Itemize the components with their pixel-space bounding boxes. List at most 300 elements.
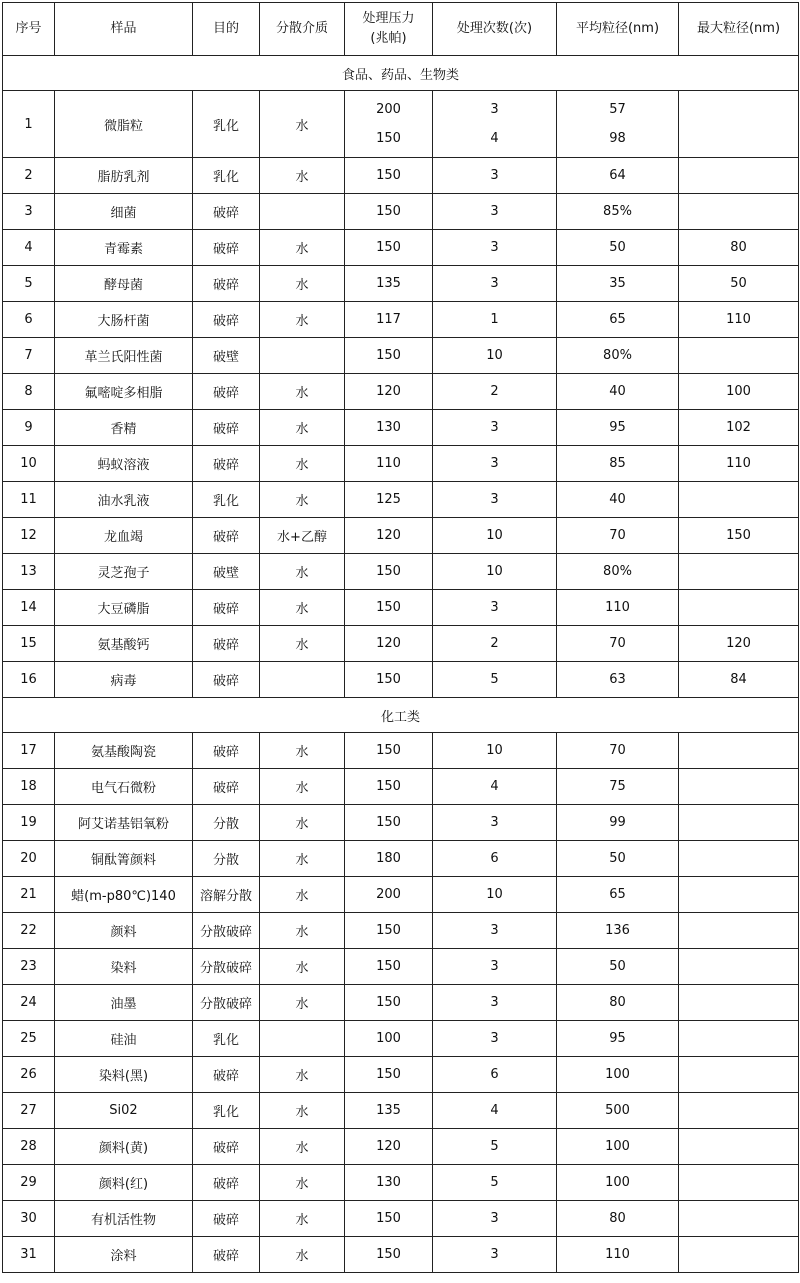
header-sample: 样品 (55, 3, 193, 56)
cell-pressure: 120 (345, 1129, 433, 1165)
cell-max-size: 150 (679, 518, 799, 554)
cell-sample: 革兰氏阳性菌 (55, 338, 193, 374)
cell-purpose: 破碎 (193, 733, 260, 769)
cell-max-size (679, 1129, 799, 1165)
cell-index: 7 (3, 338, 55, 374)
cell-avg-size: 50 (557, 841, 679, 877)
header-pressure (345, 3, 433, 56)
table-row (3, 410, 799, 446)
cell-index: 9 (3, 410, 55, 446)
table-row (3, 985, 799, 1021)
cell-passes: 3 (433, 410, 557, 446)
cell-sample: 龙血竭 (55, 518, 193, 554)
cell-passes: 3 (433, 266, 557, 302)
cell-pressure: 130 (345, 1165, 433, 1201)
cell-max-size (679, 805, 799, 841)
cell-purpose: 破碎 (193, 1237, 260, 1273)
cell-purpose: 破碎 (193, 374, 260, 410)
table-row (3, 949, 799, 985)
cell-passes: 5 (433, 1129, 557, 1165)
cell-max-size (679, 554, 799, 590)
header-pressure-line1: 处理压力 (362, 11, 415, 26)
cell-index: 3 (3, 194, 55, 230)
cell-purpose: 破碎 (193, 662, 260, 698)
cell-passes: 10 (433, 877, 557, 913)
cell-purpose: 破碎 (193, 1201, 260, 1237)
cell-max-size (679, 91, 799, 158)
header-medium: 分散介质 (260, 3, 345, 56)
cell-passes: 1 (433, 302, 557, 338)
cell-index: 20 (3, 841, 55, 877)
cell-max-size: 110 (679, 302, 799, 338)
cell-purpose: 破碎 (193, 769, 260, 805)
table-row (3, 1021, 799, 1057)
table-row (3, 590, 799, 626)
cell-avg-size: 95 (557, 1021, 679, 1057)
cell-pressure: 150 (345, 769, 433, 805)
cell-index: 17 (3, 733, 55, 769)
cell-avg-size: 63 (557, 662, 679, 698)
cell-avg-size: 50 (557, 230, 679, 266)
table-row (3, 374, 799, 410)
cell-max-size (679, 482, 799, 518)
cell-passes: 3 (433, 1021, 557, 1057)
cell-purpose: 乳化 (193, 482, 260, 518)
cell-medium: 水 (260, 410, 345, 446)
cell-avg-size: 110 (557, 590, 679, 626)
table-row (3, 841, 799, 877)
cell-index: 29 (3, 1165, 55, 1201)
table-row (3, 769, 799, 805)
cell-index: 22 (3, 913, 55, 949)
cell-pressure: 150 (345, 194, 433, 230)
cell-index: 19 (3, 805, 55, 841)
particle-size-table (2, 2, 799, 1273)
cell-pressure-line: 150 (376, 131, 401, 146)
cell-passes: 10 (433, 338, 557, 374)
cell-max-size (679, 769, 799, 805)
table-row (3, 1201, 799, 1237)
cell-medium: 水 (260, 626, 345, 662)
table-row (3, 662, 799, 698)
cell-purpose: 破碎 (193, 410, 260, 446)
cell-max-size (679, 194, 799, 230)
cell-index: 26 (3, 1057, 55, 1093)
cell-index: 14 (3, 590, 55, 626)
cell-avg-size: 70 (557, 518, 679, 554)
cell-pressure: 110 (345, 446, 433, 482)
cell-pressure: 120 (345, 626, 433, 662)
cell-max-size (679, 338, 799, 374)
cell-passes: 3 (433, 1237, 557, 1273)
cell-medium (260, 662, 345, 698)
cell-index: 24 (3, 985, 55, 1021)
cell-max-size: 50 (679, 266, 799, 302)
cell-sample: Si02 (55, 1093, 193, 1129)
cell-sample: 油水乳液 (55, 482, 193, 518)
cell-index: 13 (3, 554, 55, 590)
cell-passes: 4 (433, 1093, 557, 1129)
table-row (3, 482, 799, 518)
cell-medium: 水 (260, 733, 345, 769)
cell-avg-size: 100 (557, 1057, 679, 1093)
cell-avg-size: 99 (557, 805, 679, 841)
cell-index: 12 (3, 518, 55, 554)
table-row (3, 626, 799, 662)
cell-index: 16 (3, 662, 55, 698)
cell-medium: 水 (260, 877, 345, 913)
cell-pressure: 200 (345, 877, 433, 913)
cell-avg-size: 80 (557, 985, 679, 1021)
cell-sample: 脂肪乳剂 (55, 158, 193, 194)
cell-purpose: 破碎 (193, 1057, 260, 1093)
cell-max-size (679, 1093, 799, 1129)
cell-avg-size: 100 (557, 1129, 679, 1165)
cell-purpose: 破碎 (193, 518, 260, 554)
cell-passes: 5 (433, 662, 557, 698)
header-index: 序号 (3, 3, 55, 56)
table-row (3, 518, 799, 554)
cell-avg-size: 65 (557, 877, 679, 913)
cell-index: 4 (3, 230, 55, 266)
header-passes: 处理次数(次) (433, 3, 557, 56)
cell-passes: 3 (433, 446, 557, 482)
cell-avg-size-line: 57 (609, 102, 626, 117)
cell-pressure: 150 (345, 662, 433, 698)
cell-pressure: 150 (345, 338, 433, 374)
table-row (3, 1129, 799, 1165)
cell-max-size (679, 590, 799, 626)
cell-index: 2 (3, 158, 55, 194)
cell-index: 25 (3, 1021, 55, 1057)
cell-pressure: 135 (345, 1093, 433, 1129)
cell-medium: 水 (260, 1129, 345, 1165)
cell-avg-size: 85% (557, 194, 679, 230)
cell-passes: 3 (433, 482, 557, 518)
cell-avg-size: 40 (557, 374, 679, 410)
cell-index: 15 (3, 626, 55, 662)
header-purpose: 目的 (193, 3, 260, 56)
cell-avg-size-line: 98 (609, 131, 626, 146)
cell-pressure: 150 (345, 1201, 433, 1237)
cell-medium: 水 (260, 913, 345, 949)
cell-pressure: 150 (345, 230, 433, 266)
cell-sample: 染料 (55, 949, 193, 985)
cell-max-size (679, 1165, 799, 1201)
cell-medium: 水 (260, 230, 345, 266)
cell-sample: 细菌 (55, 194, 193, 230)
cell-purpose: 分散破碎 (193, 913, 260, 949)
cell-medium: 水 (260, 949, 345, 985)
cell-max-size (679, 1057, 799, 1093)
cell-sample: 酵母菌 (55, 266, 193, 302)
cell-sample: 大肠杆菌 (55, 302, 193, 338)
table-row (3, 554, 799, 590)
table-row (3, 158, 799, 194)
cell-medium (260, 1021, 345, 1057)
cell-passes: 2 (433, 626, 557, 662)
cell-sample: 硅油 (55, 1021, 193, 1057)
table-row (3, 1093, 799, 1129)
cell-sample: 病毒 (55, 662, 193, 698)
cell-sample: 氟嘧啶多相脂 (55, 374, 193, 410)
cell-passes: 3 (433, 949, 557, 985)
cell-pressure: 120 (345, 374, 433, 410)
cell-pressure: 150 (345, 913, 433, 949)
cell-medium: 水 (260, 266, 345, 302)
cell-sample: 大豆磷脂 (55, 590, 193, 626)
header-avg-size: 平均粒径(nm) (557, 3, 679, 56)
cell-purpose: 破壁 (193, 338, 260, 374)
cell-pressure: 117 (345, 302, 433, 338)
cell-passes: 3 (433, 985, 557, 1021)
cell-pressure: 150 (345, 1237, 433, 1273)
cell-avg-size: 65 (557, 302, 679, 338)
cell-passes: 10 (433, 518, 557, 554)
cell-sample: 涂料 (55, 1237, 193, 1273)
cell-avg-size: 110 (557, 1237, 679, 1273)
cell-purpose: 破碎 (193, 1129, 260, 1165)
cell-avg-size: 64 (557, 158, 679, 194)
cell-index: 30 (3, 1201, 55, 1237)
cell-sample: 氨基酸钙 (55, 626, 193, 662)
table-row (3, 1237, 799, 1273)
section-title: 食品、药品、生物类 (3, 56, 799, 91)
table-row (3, 1057, 799, 1093)
cell-pressure: 150 (345, 158, 433, 194)
cell-max-size (679, 985, 799, 1021)
cell-avg-size: 95 (557, 410, 679, 446)
cell-purpose: 破碎 (193, 266, 260, 302)
cell-avg-size: 70 (557, 733, 679, 769)
cell-passes: 2 (433, 374, 557, 410)
cell-sample: 微脂粒 (55, 91, 193, 158)
cell-passes: 3 (433, 913, 557, 949)
cell-medium (260, 194, 345, 230)
cell-avg-size: 40 (557, 482, 679, 518)
cell-medium: 水 (260, 374, 345, 410)
cell-pressure: 150 (345, 733, 433, 769)
cell-purpose: 破碎 (193, 626, 260, 662)
cell-pressure: 125 (345, 482, 433, 518)
cell-pressure: 150 (345, 949, 433, 985)
cell-medium: 水 (260, 590, 345, 626)
cell-max-size (679, 1021, 799, 1057)
cell-medium: 水 (260, 482, 345, 518)
cell-passes (433, 91, 557, 158)
cell-passes-line: 3 (490, 102, 499, 117)
cell-medium: 水 (260, 554, 345, 590)
table-row (3, 266, 799, 302)
cell-sample: 氨基酸陶瓷 (55, 733, 193, 769)
cell-sample: 蜡(m-p80℃)140 (55, 877, 193, 913)
cell-index: 6 (3, 302, 55, 338)
cell-medium: 水 (260, 1237, 345, 1273)
cell-purpose: 破壁 (193, 554, 260, 590)
cell-passes: 3 (433, 158, 557, 194)
cell-passes: 3 (433, 194, 557, 230)
cell-pressure: 150 (345, 985, 433, 1021)
cell-passes: 6 (433, 841, 557, 877)
table-row (3, 91, 799, 158)
cell-index: 21 (3, 877, 55, 913)
cell-index: 10 (3, 446, 55, 482)
header-row (3, 3, 799, 56)
table-row (3, 913, 799, 949)
cell-max-size: 84 (679, 662, 799, 698)
cell-max-size: 102 (679, 410, 799, 446)
table-row (3, 338, 799, 374)
cell-max-size: 120 (679, 626, 799, 662)
cell-passes: 10 (433, 733, 557, 769)
cell-index: 1 (3, 91, 55, 158)
cell-purpose: 破碎 (193, 230, 260, 266)
cell-avg-size: 80% (557, 554, 679, 590)
cell-avg-size: 136 (557, 913, 679, 949)
cell-avg-size: 100 (557, 1165, 679, 1201)
cell-pressure: 120 (345, 518, 433, 554)
cell-medium: 水 (260, 302, 345, 338)
cell-purpose: 乳化 (193, 91, 260, 158)
cell-max-size (679, 913, 799, 949)
cell-medium: 水 (260, 1201, 345, 1237)
cell-pressure: 135 (345, 266, 433, 302)
cell-max-size (679, 733, 799, 769)
cell-passes: 10 (433, 554, 557, 590)
cell-medium: 水 (260, 91, 345, 158)
cell-pressure-line: 200 (376, 102, 401, 117)
cell-max-size (679, 949, 799, 985)
cell-passes: 3 (433, 805, 557, 841)
cell-index: 28 (3, 1129, 55, 1165)
cell-purpose: 溶解分散 (193, 877, 260, 913)
cell-purpose: 破碎 (193, 446, 260, 482)
cell-index: 11 (3, 482, 55, 518)
cell-purpose: 乳化 (193, 158, 260, 194)
cell-medium: 水 (260, 985, 345, 1021)
cell-avg-size: 35 (557, 266, 679, 302)
cell-sample: 青霉素 (55, 230, 193, 266)
table-body (3, 3, 799, 1273)
cell-sample: 染料(黑) (55, 1057, 193, 1093)
cell-max-size (679, 877, 799, 913)
cell-passes: 3 (433, 590, 557, 626)
cell-avg-size: 85 (557, 446, 679, 482)
table-row (3, 194, 799, 230)
cell-pressure: 150 (345, 805, 433, 841)
cell-medium: 水 (260, 158, 345, 194)
cell-sample: 阿艾诺基铝氧粉 (55, 805, 193, 841)
cell-avg-size: 80 (557, 1201, 679, 1237)
cell-index: 18 (3, 769, 55, 805)
cell-medium: 水 (260, 805, 345, 841)
cell-avg-size (557, 91, 679, 158)
cell-index: 23 (3, 949, 55, 985)
cell-sample: 蚂蚁溶液 (55, 446, 193, 482)
cell-medium: 水 (260, 1093, 345, 1129)
cell-index: 8 (3, 374, 55, 410)
cell-sample: 灵芝孢子 (55, 554, 193, 590)
cell-purpose: 破碎 (193, 302, 260, 338)
cell-avg-size: 70 (557, 626, 679, 662)
section-header-row (3, 698, 799, 733)
cell-purpose: 破碎 (193, 194, 260, 230)
table-row (3, 805, 799, 841)
cell-pressure: 150 (345, 554, 433, 590)
section-title: 化工类 (3, 698, 799, 733)
cell-sample: 油墨 (55, 985, 193, 1021)
table-row (3, 877, 799, 913)
cell-medium: 水 (260, 1165, 345, 1201)
cell-sample: 香精 (55, 410, 193, 446)
cell-max-size (679, 841, 799, 877)
cell-medium: 水 (260, 1057, 345, 1093)
cell-max-size (679, 1237, 799, 1273)
cell-passes: 4 (433, 769, 557, 805)
cell-max-size (679, 1201, 799, 1237)
cell-medium: 水 (260, 446, 345, 482)
cell-purpose: 分散 (193, 841, 260, 877)
cell-pressure: 180 (345, 841, 433, 877)
cell-medium: 水 (260, 769, 345, 805)
cell-sample: 颜料(红) (55, 1165, 193, 1201)
cell-purpose: 乳化 (193, 1021, 260, 1057)
cell-sample: 电气石微粉 (55, 769, 193, 805)
table-row (3, 1165, 799, 1201)
cell-purpose: 破碎 (193, 590, 260, 626)
cell-max-size: 80 (679, 230, 799, 266)
cell-pressure (345, 91, 433, 158)
cell-index: 5 (3, 266, 55, 302)
cell-pressure: 100 (345, 1021, 433, 1057)
cell-medium: 水 (260, 841, 345, 877)
section-header-row (3, 56, 799, 91)
table-row (3, 446, 799, 482)
cell-max-size: 100 (679, 374, 799, 410)
cell-max-size: 110 (679, 446, 799, 482)
cell-sample: 颜料 (55, 913, 193, 949)
cell-medium (260, 338, 345, 374)
cell-passes: 5 (433, 1165, 557, 1201)
cell-purpose: 分散破碎 (193, 949, 260, 985)
cell-passes: 6 (433, 1057, 557, 1093)
cell-passes: 3 (433, 230, 557, 266)
cell-purpose: 分散破碎 (193, 985, 260, 1021)
cell-avg-size: 80% (557, 338, 679, 374)
cell-max-size (679, 158, 799, 194)
header-pressure-line2: (兆帕) (370, 31, 407, 46)
header-max-size: 最大粒径(nm) (679, 3, 799, 56)
cell-sample: 有机活性物 (55, 1201, 193, 1237)
cell-avg-size: 50 (557, 949, 679, 985)
cell-avg-size: 500 (557, 1093, 679, 1129)
cell-pressure: 150 (345, 590, 433, 626)
cell-passes-line: 4 (490, 131, 499, 146)
cell-index: 31 (3, 1237, 55, 1273)
cell-purpose: 乳化 (193, 1093, 260, 1129)
cell-avg-size: 75 (557, 769, 679, 805)
cell-passes: 3 (433, 1201, 557, 1237)
table-row (3, 733, 799, 769)
cell-pressure: 130 (345, 410, 433, 446)
cell-sample: 铜酞箐颜料 (55, 841, 193, 877)
cell-index: 27 (3, 1093, 55, 1129)
cell-purpose: 破碎 (193, 1165, 260, 1201)
table-row (3, 230, 799, 266)
cell-pressure: 150 (345, 1057, 433, 1093)
cell-sample: 颜料(黄) (55, 1129, 193, 1165)
table-row (3, 302, 799, 338)
